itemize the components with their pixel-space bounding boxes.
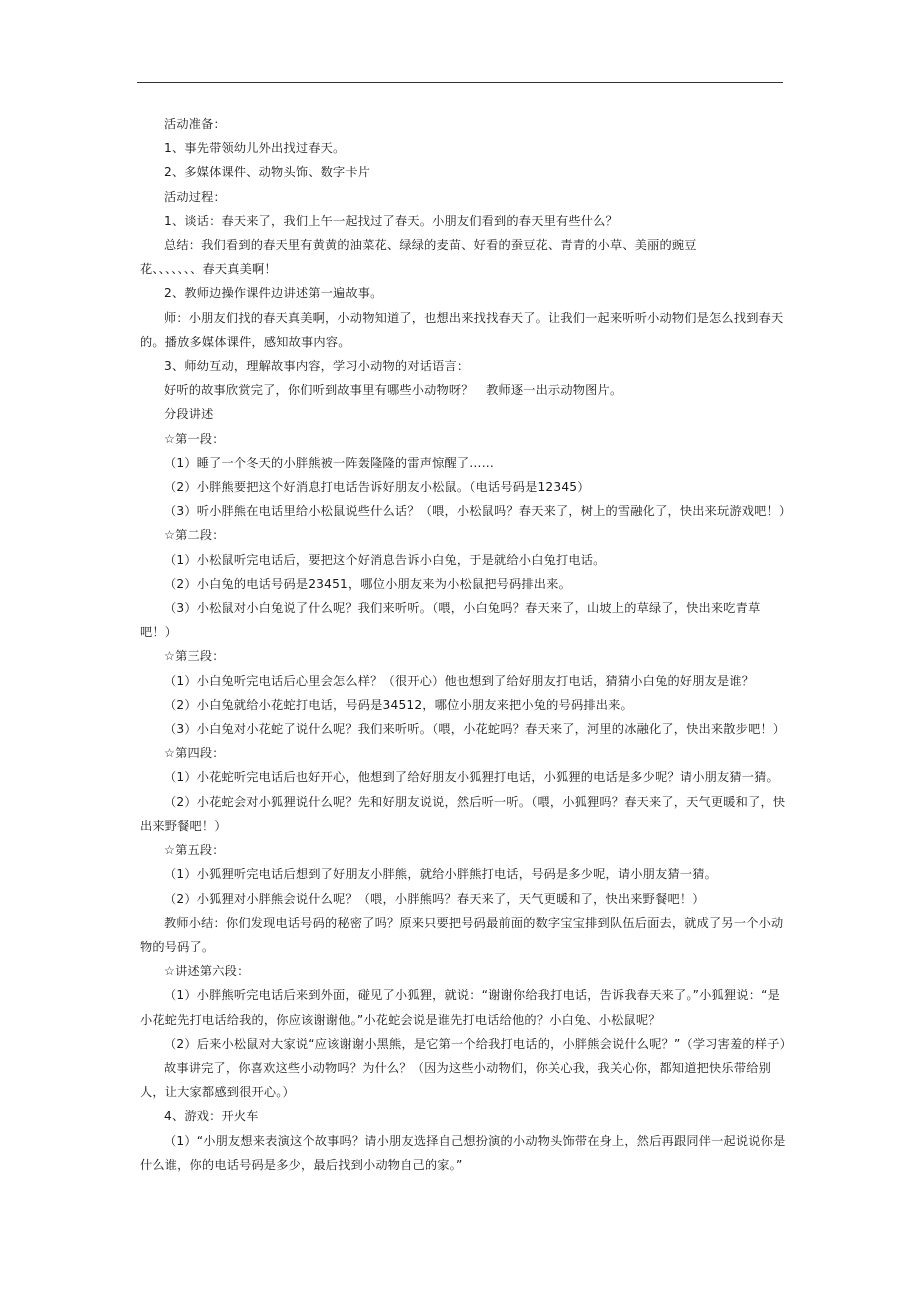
paragraph: （3）小松鼠对小白兔说了什么呢？我们来听听。（喂，小白兔吗？春天来了，山坡上的草绿了，快出来吃青草吧！） <box>140 601 761 640</box>
paragraph: 总结：我们看到的春天里有黄黄的油菜花、绿绿的麦苗、好看的蚕豆花、青青的小草、美丽的豌豆 <box>164 238 697 253</box>
paragraph: （1）小花蛇听完电话后也好开心，他想到了给好朋友小狐狸打电话，小狐狸的电话是多少呢？请小朋友猜一猜。 <box>164 770 779 785</box>
paragraph: 好听的故事欣赏完了，你们听到故事里有哪些小动物呀？ 教师逐一出示动物图片。 <box>164 383 623 398</box>
paragraph: ☆讲述第六段： <box>164 964 250 979</box>
paragraph: 3、师幼互动，理解故事内容，学习小动物的对话语言： <box>164 359 470 374</box>
paragraph: 1、事先带领幼儿外出找过春天。 <box>164 141 346 156</box>
paragraph: 教师小结：你们发现电话号码的秘密了吗？原来只要把号码最前面的数字宝宝排到队伍后面去，就成了另一个小动物的号码了。 <box>140 915 784 954</box>
paragraph: （3）听小胖熊在电话里给小松鼠说些什么话？（喂，小松鼠吗？春天来了，树上的雪融化了，快出来玩游戏吧！） <box>164 504 792 519</box>
paragraph: （2）小胖熊要把这个好消息打电话告诉好朋友小松鼠。（电话号码是12345） <box>164 480 590 495</box>
paragraph: 活动过程： <box>164 189 226 204</box>
paragraph: 4、游戏：开火车 <box>164 1109 259 1124</box>
paragraph: （2）小白兔就给小花蛇打电话，号码是34512，哪位小朋友来把小兔的号码排出来。 <box>164 697 633 712</box>
paragraph: （2）小狐狸对小胖熊会说什么呢？（喂，小胖熊吗？春天来了，天气更暖和了，快出来野餐吧！） <box>164 891 705 906</box>
paragraph: ☆第一段： <box>164 431 225 446</box>
paragraph: （2）小花蛇会对小狐狸说什么呢？先和好朋友说说，然后听一听。（喂，小狐狸吗？春天来了，天气更暖和了，快出来野餐吧！） <box>140 794 786 833</box>
paragraph: 师：小朋友们找的春天真美啊，小动物知道了，也想出来找找春天了。让我们一起来听听小动物们是怎么找到春天的。播放多媒体课件，感知故事内容。 <box>140 310 784 349</box>
paragraph: 故事讲完了，你喜欢这些小动物吗？为什么？（因为这些小动物们，你关心我，我关心你，都知道把快乐带给别人，让大家都感到很开心。） <box>140 1060 771 1100</box>
paragraph: （1）“小朋友想来表演这个故事吗？请小朋友选择自己想扮演的小动物头饰带在身上，然后再跟同伴一起说说你是什么谁，你的电话号码是多少，最后找到小动物自己的家。” <box>140 1133 786 1172</box>
paragraph: （1）小松鼠听完电话后，要把这个好消息告诉小白兔，于是就给小白兔打电话。 <box>164 552 606 567</box>
paragraph: （2）小白兔的电话号码是23451，哪位小朋友来为小松鼠把号码排出来。 <box>164 576 571 591</box>
paragraph: （2）后来小松鼠对大家说“应该谢谢小黑熊，是它第一个给我打电话的，小胖熊会说什么呢？”（学习害羞的样子） <box>164 1036 792 1051</box>
paragraph: ☆第四段： <box>164 746 225 761</box>
paragraph: ☆第五段： <box>164 843 225 858</box>
header-rule <box>137 82 783 83</box>
paragraph: ☆第三段： <box>164 649 225 664</box>
paragraph: （1）小白兔听完电话后心里会怎么样？（很开心）他也想到了给好朋友打电话，猜猜小白兔的好朋友是谁？ <box>164 673 755 688</box>
paragraph: 活动准备： <box>164 117 226 131</box>
paragraph: ☆第二段： <box>164 528 225 543</box>
paragraph: 2、教师边操作课件边讲述第一遍故事。 <box>164 286 383 301</box>
paragraph: （3）小白兔对小花蛇了说什么呢？我们来听听。（喂，小花蛇吗？春天来了，河里的冰融化了，快出来散步吧！） <box>164 722 786 737</box>
paragraph: （1）小胖熊听完电话后来到外面，碰见了小狐狸，就说：“谢谢你给我打电话，告诉我春天来了。”小狐狸说：“是小花蛇先打电话给我的，你应该谢谢他。”小花蛇会说是谁先打电话给他的？小白兔、小松鼠呢？ <box>140 988 780 1027</box>
paragraph: （1）睡了一个冬天的小胖熊被一阵轰隆隆的雷声惊醒了…… <box>164 455 495 470</box>
paragraph: 花、、、、、、、春天真美啊！ <box>140 262 277 277</box>
paragraph: 分段讲述 <box>164 407 214 422</box>
paragraph: 2、多媒体课件、动物头饰、数字卡片 <box>164 165 371 180</box>
document-body <box>140 112 792 1177</box>
paragraph: 1、谈话：春天来了，我们上午一起找过了春天。小朋友们看到的春天里有些什么？ <box>164 213 618 228</box>
paragraph: （1）小狐狸听完电话后想到了好朋友小胖熊，就给小胖熊打电话，号码是多少呢，请小朋友猜一猜。 <box>164 867 718 882</box>
